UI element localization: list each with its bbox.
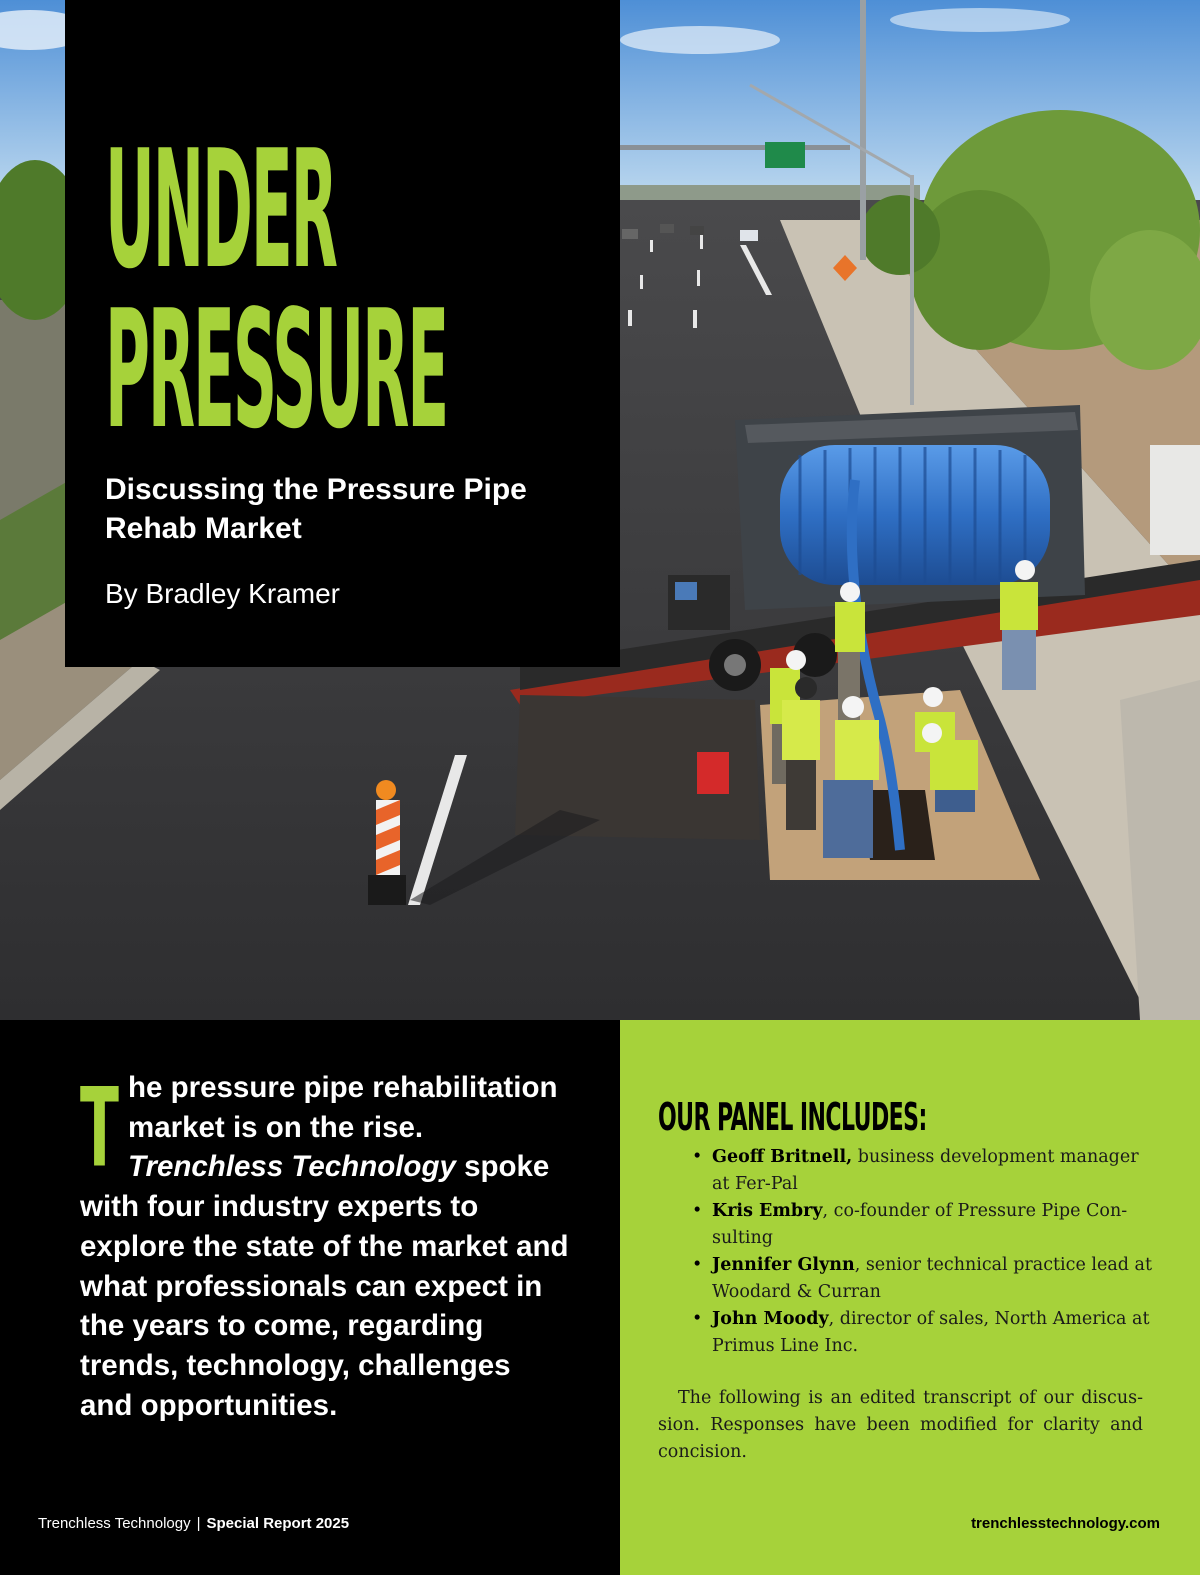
- headline-line-2: PRESSURE: [105, 274, 448, 465]
- panel-member: [712, 1252, 1152, 1306]
- footer-publication-line: [38, 1515, 349, 1532]
- panel-member-name: Jennifer Glynn: [712, 1255, 855, 1275]
- panel-member-name: John Moody: [712, 1309, 829, 1329]
- panel-member-role: business development manager at Fer-Pal: [712, 1147, 1139, 1194]
- panel-member: [712, 1198, 1152, 1252]
- footer-publication: Trenchless Technology: [38, 1515, 191, 1532]
- panel-member-name: Geoff Britnell,: [712, 1147, 853, 1167]
- panel-heading: OUR PANEL INCLUDES:: [658, 1095, 927, 1139]
- panel-member-role: , director of sales, North America at Primus Line Inc.: [712, 1309, 1150, 1356]
- panel-box: [620, 1020, 1200, 1575]
- transcript-note: The following is an edited transcript of our discus-sion. Responses have been modified for clarity and concision.: [658, 1388, 1143, 1462]
- panel-member-name: Kris Embry: [712, 1201, 823, 1221]
- intro-publication-name: Trenchless Technology: [128, 1150, 456, 1184]
- footer-separator: |: [196, 1515, 201, 1532]
- title-block: [65, 0, 620, 667]
- intro-panel: [0, 1020, 620, 1575]
- intro-paragraph: [80, 1065, 570, 1425]
- headline: [105, 114, 763, 465]
- headline-line-1: UNDER: [105, 114, 336, 305]
- panel-member: [712, 1144, 1152, 1198]
- drop-cap: T: [80, 1065, 119, 1192]
- panel-member-role: , co-founder of Pressure Pipe Con-sulting: [712, 1201, 1128, 1248]
- intro-text-part-1: he pressure pipe rehabilitation market is on the rise.: [128, 1071, 558, 1144]
- footer-website-link[interactable]: trenchlesstechnology.com: [971, 1515, 1160, 1532]
- subtitle: Discussing the Pressure Pipe Rehab Market: [105, 473, 527, 545]
- panel-list: [712, 1144, 1152, 1360]
- footer-issue: Special Report 2025: [206, 1515, 350, 1532]
- byline: By Bradley Kramer: [105, 578, 340, 609]
- panel-member-role: , senior technical practice lead at Woodard & Curran: [712, 1255, 1152, 1302]
- panel-member: [712, 1306, 1152, 1360]
- intro-text-part-2: spoke with four industry experts to explore the state of the market and what professionals can expect in the years to come, regarding trends, technology, challenges and opportunities.: [80, 1150, 569, 1422]
